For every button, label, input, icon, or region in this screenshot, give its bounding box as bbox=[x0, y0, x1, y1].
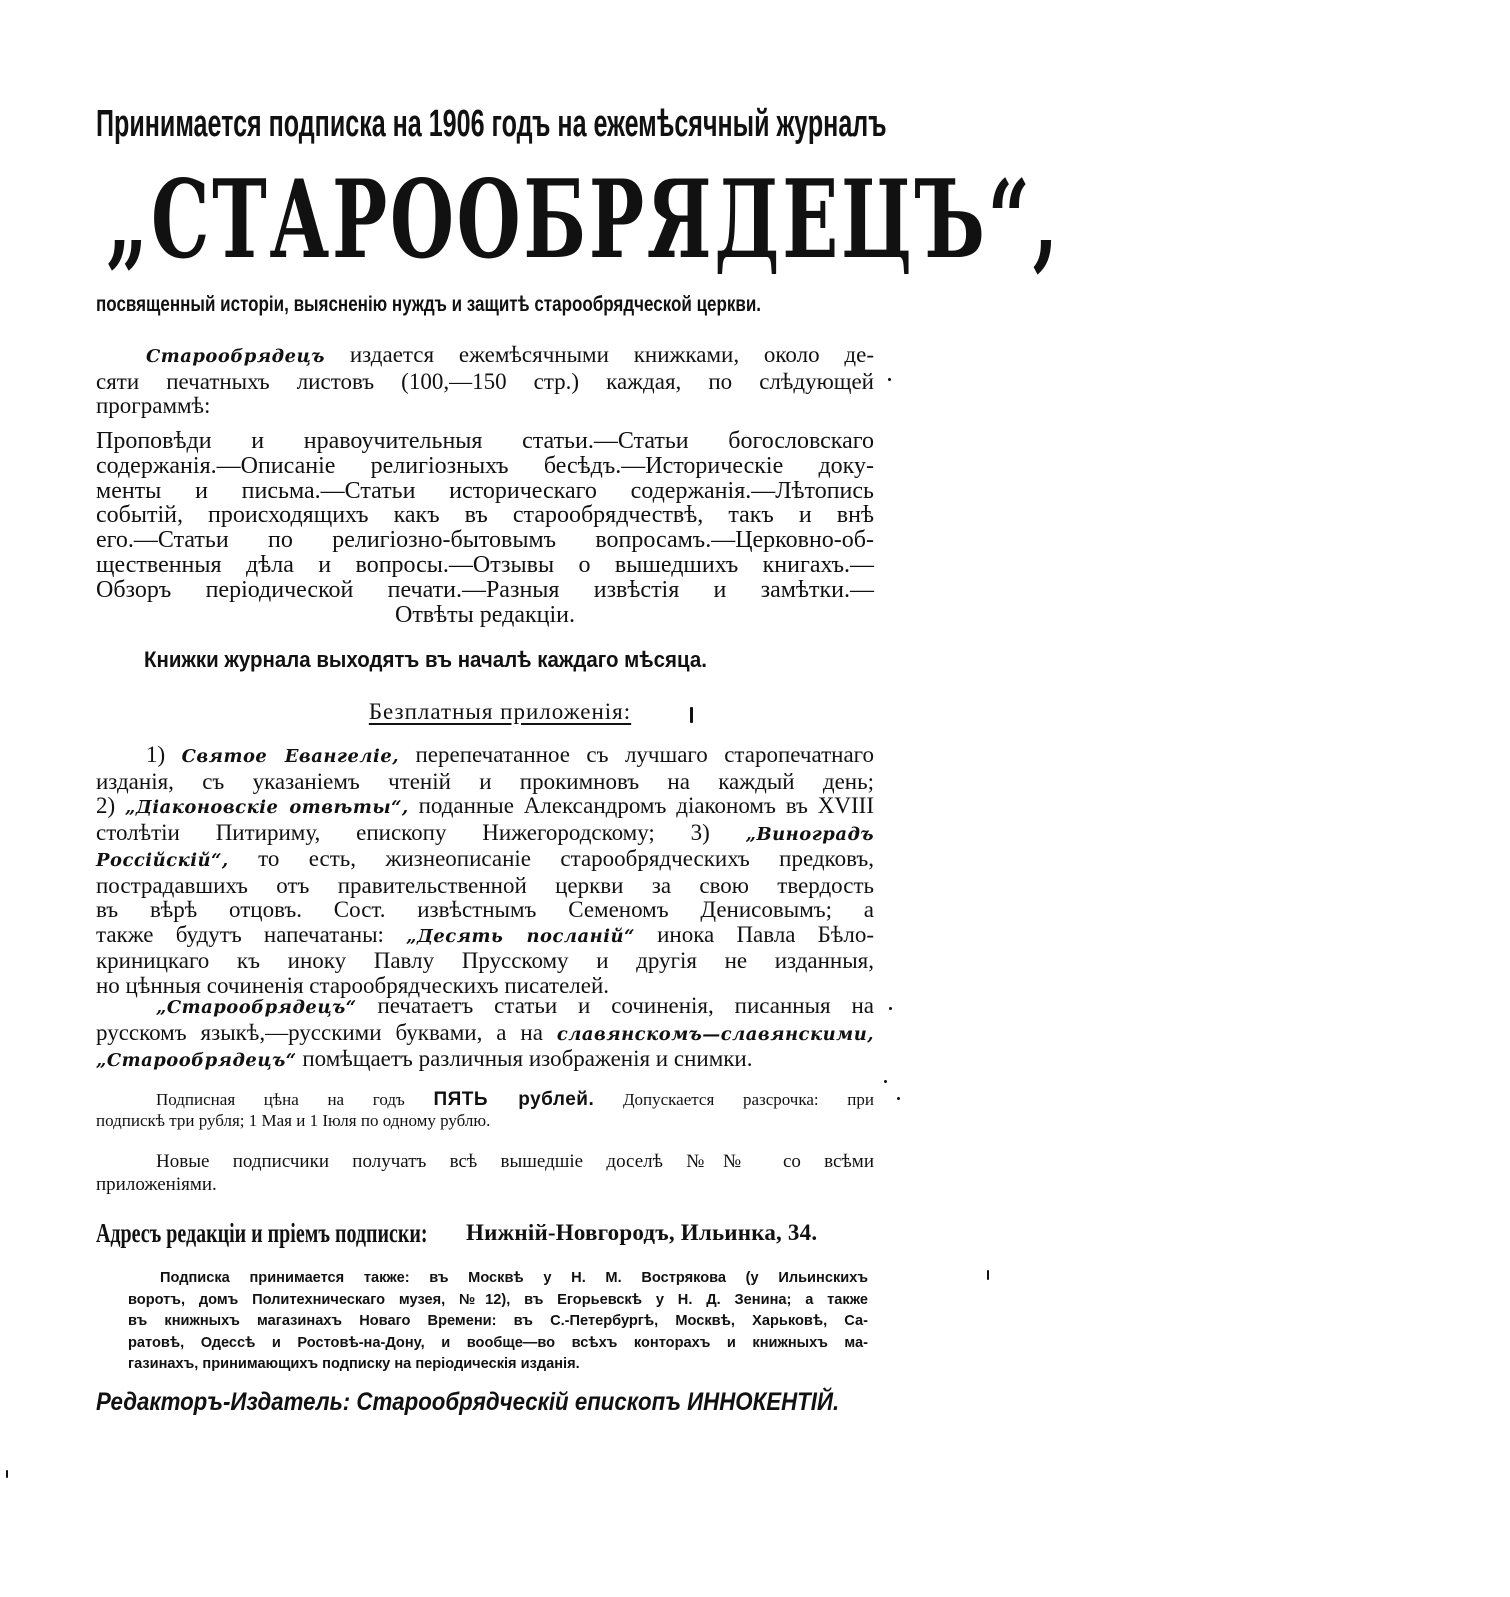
scan-speck bbox=[884, 1080, 887, 1083]
supplements-paragraph: 1) Святое Евангеліе, перепечатанное съ лучшаго старопечатнаго изданія, съ указаніемъ чтеній и прокимновъ на каждый день; 2) „Діаконовскіе отвѣты“, поданные Александромъ діакономъ въ XVIII столѣтіи Питириму, епископу Нижегородскому; 3) „Виноградъ Россійскій“, то есть, жизнеописаніе старообрядческихъ предковъ, пострадавшихъ отъ правительственной церкви за свою твердость въ вѣрѣ отцовъ. Сост. извѣстнымъ Семеномъ Денисовымъ; а также будутъ напечатаны: „Десять посланій“ инока Павла Бѣло- криницкаго къ иноку Павлу Прусскому и другія не изданныя, но цѣнныя сочиненія старообрядческихъ писателей. bbox=[96, 742, 875, 998]
address-label: Адресъ редакціи и пріемъ подписки: bbox=[96, 1218, 428, 1248]
schedule-line: Книжки журнала выходятъ въ началѣ каждаго мѣсяца. bbox=[144, 647, 707, 672]
scan-speck bbox=[889, 1007, 892, 1010]
address-value: Нижній-Новгородъ, Ильинка, 34. bbox=[466, 1220, 818, 1245]
scan-speck bbox=[6, 1470, 8, 1478]
address-line bbox=[96, 1217, 878, 1251]
scan-speck bbox=[888, 378, 891, 381]
language-paragraph: „Старообрядецъ“ печатаетъ статьи и сочиненія, писанныя на русскомъ языкѣ,—русскими буквами, а на славянскомъ—славянскими, „Старообрядецъ“ помѣщаетъ различныя изображенія и снимки. bbox=[96, 993, 874, 1071]
subscription-announcement: Принимается подписка на 1906 годъ на ежемѣсячный журналъ bbox=[96, 103, 887, 145]
supplements-heading: Безплатныя приложенія: bbox=[368, 699, 632, 724]
scan-speck bbox=[690, 707, 693, 723]
journal-name-slavonic: Старообрядецъ bbox=[146, 346, 325, 367]
scan-speck bbox=[987, 1270, 989, 1280]
intro-paragraph: Старообрядецъ издается ежемѣсячными книжками, около де- сяти печатныхъ листовъ (100,—150 стр.) каждая, по слѣдующей программѣ: bbox=[96, 342, 875, 418]
other-subscription-points: Подписка принимается также: въ Москвѣ у Н. М. Вострякова (у Ильинскихъ воротъ, домъ Политехническаго музея, №12), въ Егорьевскѣ у Н. Д. Зенина; а также въ книжныхъ магазинахъ Новаго Времени: въ С.-Петербургѣ, Москвѣ, Харьковѣ, Са- ратовѣ, Одессѣ и Ростовѣ-на-Дону, и вообще—во всѣхъ конторахъ и книжныхъ ма- газинахъ, принимающихъ подписку на періодическія изданія. bbox=[128, 1270, 868, 1372]
new-subscribers-paragraph: Новые подписчики получатъ всѣ вышедшіе доселѣ №№ со всѣми приложеніями. bbox=[96, 1151, 874, 1195]
deacon-answers-title-slavonic: „Діаконовскіе отвѣты“, bbox=[125, 797, 409, 818]
price-amount: ПЯТЬ рублей. bbox=[433, 1089, 595, 1110]
program-paragraph: Проповѣди и нравоучительныя статьи.—Статьи богословскаго содержанія.—Описаніе религіозныхъ бесѣдъ.—Историческіе доку- менты и письма.—Статьи историческаго содержанія.—Лѣтопись событій, происходящихъ какъ въ старообрядчествѣ, такъ и внѣ его.—Статьи по религіозно-бытовымъ вопросамъ.—Церковно-об- щественныя дѣла и вопросы.—Отзывы о вышедшихъ книгахъ.— Обзоръ періодической печати.—Разныя извѣстія и замѣтки.— Отвѣты редакціи. bbox=[96, 428, 874, 628]
journal-masthead: „СТАРООБРЯДЕЦЪ“, bbox=[106, 157, 1061, 283]
ten-epistles-title-slavonic: „Десять посланій“ bbox=[406, 925, 635, 947]
scan-speck bbox=[897, 1097, 900, 1100]
price-paragraph: Подписная цѣна на годъ ПЯТЬ рублей. Допускается разсрочка: при подпискѣ три рубля; 1 Мая и 1 Іюля по одному рублю. bbox=[96, 1089, 874, 1130]
journal-subtitle: посвященный исторіи, выясненію нуждъ и защитѣ старообрядческой церкви. bbox=[96, 293, 762, 316]
gospel-title-slavonic: Святое Евангеліе, bbox=[181, 746, 400, 767]
editor-line: Редакторъ-Издатель: Старообрядческій епископъ ИННОКЕНТІЙ. bbox=[96, 1388, 840, 1416]
vinograd-title-slavonic: „Виноградъ bbox=[745, 823, 874, 845]
